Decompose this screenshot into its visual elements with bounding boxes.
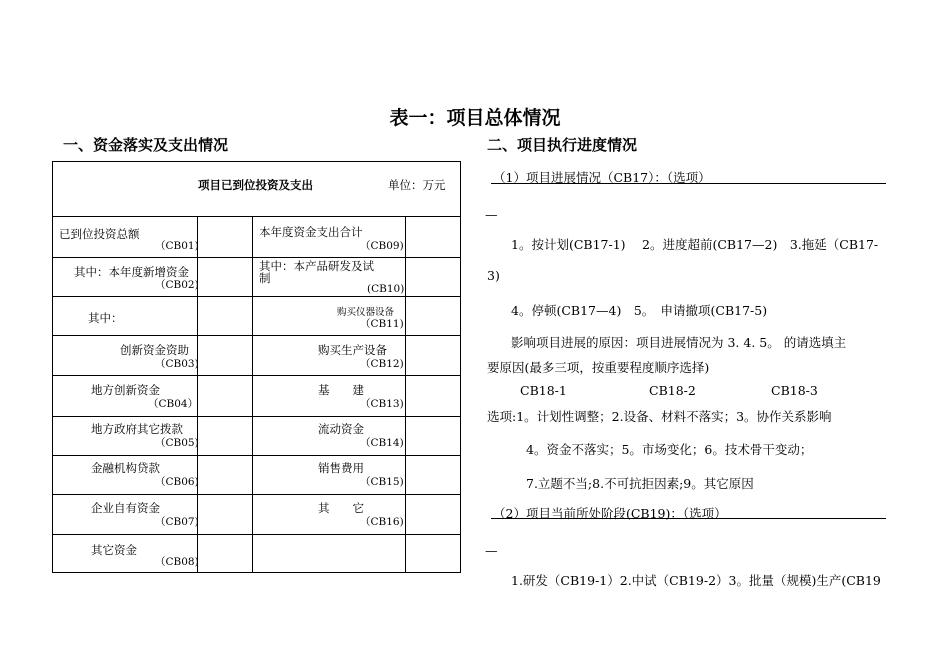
- table-column-divider: [252, 216, 253, 573]
- table-divider: [52, 375, 461, 376]
- table-cell-label: 其中：: [88, 311, 123, 325]
- table-cell-code: （CB06): [155, 476, 199, 488]
- q1-label: （1）项目进展情况（CB17）：（选项）: [493, 170, 711, 185]
- table-cell-code: （CB01): [155, 240, 199, 252]
- unit-label: 单位：万元: [388, 178, 446, 192]
- table-divider: [52, 296, 461, 297]
- reason-text: 影响项目进展的原因：项目进展情况为 3. 4. 5。 的请选填主: [511, 335, 847, 350]
- table-divider: [52, 335, 461, 336]
- table-cell-label: 其它资金: [91, 543, 137, 557]
- table-divider: [52, 455, 461, 456]
- cb18-2-field[interactable]: CB18-2: [649, 383, 696, 398]
- table-cell-label: 地方创新资金: [91, 383, 160, 397]
- section2-heading: 二、项目执行进度情况: [487, 136, 638, 154]
- choices-line: 7.立题不当;8.不可抗拒因素;9。其它原因: [526, 476, 754, 491]
- table-cell-code: （CB08): [155, 556, 199, 568]
- table-cell-label: 基 建: [318, 383, 364, 397]
- page-title: 表一：项目总体情况: [389, 107, 561, 129]
- choices-line: 4。资金不落实；5。市场变化；6。技术骨干变动；: [526, 442, 813, 457]
- table-divider: [52, 216, 461, 217]
- table-cell-code: (CB10): [367, 283, 405, 295]
- cb18-1-field[interactable]: CB18-1: [520, 383, 567, 398]
- table-cell-label: 企业自有资金: [91, 501, 160, 515]
- table-cell-label: 流动资金: [318, 422, 364, 436]
- table-divider: [52, 534, 461, 535]
- table-cell-code: （CB07): [155, 516, 199, 528]
- table-cell-code: （CB05): [155, 437, 199, 449]
- table-cell-label: 其中：本产品研发及试: [259, 259, 374, 273]
- table-cell-label: 销售费用: [318, 461, 364, 475]
- table-cell-label: 购买仪器设备: [337, 307, 395, 318]
- table-cell-label: 已到位投资总额: [59, 227, 140, 241]
- q2-underline: [491, 518, 886, 519]
- table-cell-label: 其 它: [318, 501, 364, 515]
- table-cell-code: （CB02): [155, 279, 199, 291]
- table-cell-code: （CB15): [360, 476, 404, 488]
- q2-dash: —: [485, 543, 498, 558]
- table-divider: [52, 416, 461, 417]
- section1-heading: 一、资金落实及支出情况: [63, 136, 229, 154]
- table-header: 项目已到位投资及支出: [198, 178, 313, 192]
- table-cell-code: （CB03): [155, 358, 199, 370]
- table-cell-label: 金融机构贷款: [91, 461, 160, 475]
- q2-options-line: 1.研发（CB19-1）2.中试（CB19-2）3。批量（规模)生产(CB19: [511, 573, 881, 588]
- q1-options-line: 4。停顿(CB17—4) 5。 申请撤项(CB17-5): [511, 303, 768, 318]
- q1-options-line: 1。按计划(CB17-1) 2。进度超前(CB17—2) 3.拖延（CB17-: [511, 237, 879, 252]
- table-cell-label: 创新资金资助: [120, 343, 189, 357]
- reason-text: 要原因(最多三项，按重要程度顺序选择): [487, 360, 710, 375]
- table-cell-label: 地方政府其它拨款: [91, 422, 183, 436]
- table-column-divider: [405, 216, 406, 573]
- q1-options-line: 3): [487, 268, 500, 283]
- table-cell-code: （CB14): [360, 437, 404, 449]
- table-cell-code: （CB12): [360, 358, 404, 370]
- q2-label: （2）项目当前所处阶段(CB19)：（选项）: [493, 506, 727, 521]
- table-cell-label: 本年度资金支出合计: [259, 225, 363, 239]
- cb18-3-field[interactable]: CB18-3: [771, 383, 818, 398]
- table-divider: [52, 257, 461, 258]
- table-cell-label: 制: [259, 271, 271, 285]
- table-cell-code: （CB13): [360, 398, 404, 410]
- q1-underline: [491, 183, 886, 184]
- table-cell-code: （CB04）: [148, 398, 199, 410]
- table-cell-label: 购买生产设备: [318, 343, 387, 357]
- table-cell-label: 其中：本年度新增资金: [74, 265, 189, 279]
- choices-line: 选项:1。计划性调整；2.设备、材料不落实；3。协作关系影响: [487, 409, 832, 424]
- table-cell-code: （CB11): [360, 318, 404, 330]
- table-cell-code: （CB16): [360, 516, 404, 528]
- table-divider: [52, 494, 461, 495]
- table-cell-code: （CB09): [360, 240, 404, 252]
- q1-dash: —: [485, 207, 498, 222]
